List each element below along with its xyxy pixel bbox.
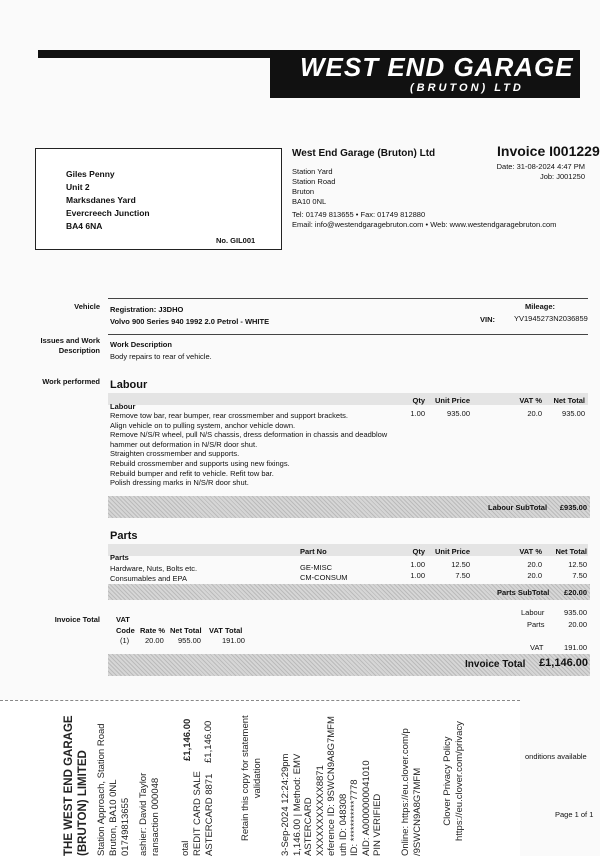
- receipt-online-line: /9SWCN9A8G7MFM: [412, 767, 423, 856]
- parts-row-net: 12.50: [568, 560, 587, 569]
- receipt-transaction-line: eference ID: 9SWCN9A8G7MFM: [326, 716, 337, 856]
- customer-address-line: Evercreech Junction: [66, 208, 150, 218]
- customer-address-line: Marksdanes Yard: [66, 195, 136, 205]
- receipt-transaction-line: ASTERCARD: [303, 797, 314, 856]
- vehicle-registration: Registration: J3DHO: [110, 305, 184, 314]
- labour-line: Remove N/S/R wheel, pull N/S chassis, dress deformation in chassis and deadblow: [110, 430, 388, 440]
- parts-col-unit: Unit Price: [434, 547, 470, 556]
- receipt-retain-line: Retain this copy for statement: [240, 715, 251, 841]
- receipt-transaction-line: uth ID: 048308: [337, 793, 349, 856]
- company-phone: Tel: 01749 813655 • Fax: 01749 812880: [292, 210, 426, 219]
- receipt-transaction-line: 1,146.00 | Method: EMV: [291, 753, 303, 856]
- issues-label: Issues and Work Description: [40, 336, 100, 355]
- parts-row-item: Consumables and EPA: [110, 574, 187, 583]
- labour-vat: 20.0: [527, 409, 542, 418]
- vat-row-vat: 191.00: [222, 636, 245, 645]
- vehicle-label: Vehicle: [74, 302, 100, 311]
- labour-col-vat: VAT %: [519, 396, 542, 405]
- receipt-transaction-line: ID: ***********7778: [349, 779, 360, 856]
- receipt-address-line: Bruton, BA10 0NL: [108, 779, 119, 856]
- vat-heading: VAT: [116, 615, 130, 624]
- labour-col-qty: Qty: [412, 396, 425, 405]
- card-receipt: [0, 700, 520, 856]
- parts-row-vat: 20.0: [527, 560, 542, 569]
- receipt-merchant: [62, 715, 90, 856]
- vat-row-code: (1): [120, 636, 130, 645]
- parts-col-net: Net Total: [555, 547, 587, 556]
- receipt-online-line: Online: https://eu.clover.com/p: [400, 728, 411, 856]
- parts-row-unit: 7.50: [455, 571, 470, 580]
- labour-col-item: Labour: [110, 402, 136, 411]
- receipt-merchant-line: (BRUTON) LIMITED: [77, 750, 89, 856]
- summary-vat-value: 191.00: [564, 643, 587, 652]
- logo-title: WEST END GARAGE: [300, 52, 574, 82]
- vat-row-rate: 20.00: [145, 636, 164, 645]
- receipt-merchant-line: THE WEST END GARAGE: [63, 715, 75, 856]
- conditions-text: onditions available: [525, 752, 587, 761]
- labour-lines: [110, 411, 387, 488]
- labour-subtotal-label: Labour SubTotal: [488, 503, 548, 512]
- divider: [108, 334, 588, 335]
- receipt-retain-line: validation: [252, 758, 263, 799]
- receipt-address-line: Station Approach, Station Road: [96, 723, 107, 856]
- company-address-line: Station Road: [292, 177, 336, 186]
- mileage-label: Mileage:: [525, 302, 556, 311]
- receipt-payment-line: REDIT CARD SALE: [192, 771, 203, 856]
- labour-line: hammer out deformation in N/S/R door shut.: [110, 439, 258, 449]
- vin-value: YV1945273N2036859: [514, 314, 588, 323]
- receipt-transaction-line: PIN VERIFIED: [372, 793, 383, 856]
- summary-vat-label: VAT: [530, 643, 544, 652]
- receipt-privacy-line: Clover Privacy Policy: [442, 736, 453, 826]
- vat-col-vat: VAT Total: [209, 626, 243, 635]
- parts-subtotal-value: £20.00: [564, 588, 587, 597]
- parts-row-vat: 20.0: [527, 571, 542, 580]
- parts-row-qty: 1.00: [410, 560, 425, 569]
- receipt-privacy-line: https://eu.clover.com/privacy: [454, 721, 465, 841]
- vat-col-code: Code: [116, 626, 135, 635]
- invoice-job: Job: J001250: [539, 172, 585, 181]
- labour-line: Remove tow bar, rear bumper, rear crossmember and support brackets.: [110, 411, 349, 420]
- summary-parts-label: Parts: [527, 620, 545, 629]
- vat-row-net: 955.00: [178, 636, 201, 645]
- receipt-retain-note: [240, 715, 264, 841]
- receipt-payment-line: otal: [180, 840, 191, 856]
- labour-net: 935.00: [562, 409, 585, 418]
- labour-line: Rebuild bumper and refit to vehicle. Refit tow bar.: [110, 468, 274, 478]
- receipt-privacy-link[interactable]: [442, 721, 466, 841]
- parts-row-qty: 1.00: [410, 571, 425, 580]
- customer-postcode: BA4 6NA: [66, 221, 103, 231]
- labour-unit-price: 935.00: [447, 409, 470, 418]
- receipt-transaction: [280, 716, 384, 856]
- parts-row-partno: CM-CONSUM: [300, 573, 348, 582]
- labour-section-title: Labour: [110, 379, 148, 391]
- work-description-text: Body repairs to rear of vehicle.: [110, 352, 212, 361]
- parts-row-item: Hardware, Nuts, Bolts etc.: [110, 564, 198, 573]
- parts-col-item: Parts: [110, 553, 129, 562]
- receipt-cashier: [138, 773, 162, 856]
- divider: [108, 298, 588, 299]
- vehicle-description: Volvo 900 Series 940 1992 2.0 Petrol - WHITE: [110, 317, 270, 326]
- parts-section-title: Parts: [110, 530, 138, 542]
- receipt-address: [96, 723, 132, 856]
- invoice-total-value: £1,146.00: [539, 657, 588, 669]
- labour-subtotal-value: £935.00: [559, 503, 587, 512]
- parts-col-qty: Qty: [412, 547, 425, 556]
- parts-row-partno: GE-MISC: [300, 563, 333, 572]
- parts-subtotal-label: Parts SubTotal: [497, 588, 550, 597]
- receipt-transaction-line: 3-Sep-2024 12:24:29pm: [280, 753, 291, 856]
- labour-qty: 1.00: [410, 409, 425, 418]
- invoice-total-label: Invoice Total: [465, 659, 526, 670]
- labour-line: Rebuild crossmember and supports using new fixings.: [110, 458, 290, 468]
- receipt-payment: [180, 771, 216, 856]
- company-address-line: BA10 0NL: [292, 197, 327, 206]
- parts-col-partno: Part No: [300, 547, 327, 556]
- labour-line: Straighten crossmember and supports.: [110, 449, 240, 459]
- invoice-title: Invoice I001229: [497, 143, 600, 159]
- receipt-card-amount: £1,146.00: [203, 720, 214, 763]
- receipt-online-link[interactable]: [400, 728, 424, 856]
- page-number: Page 1 of 1: [555, 810, 594, 819]
- company-address-line: Bruton: [292, 187, 315, 196]
- summary-labour-label: Labour: [521, 608, 545, 617]
- receipt-transaction-line: XXXXXXXXXXX8871: [314, 765, 326, 856]
- receipt-address-line: 01749813655: [120, 797, 131, 856]
- customer-number: No. GIL001: [216, 236, 256, 245]
- company-name: West End Garage (Bruton) Ltd: [292, 148, 436, 159]
- receipt-payment-line: ASTERCARD 8871: [204, 773, 215, 856]
- labour-col-net: Net Total: [553, 396, 585, 405]
- parts-col-vat: VAT %: [519, 547, 542, 556]
- work-performed-label: Work performed: [42, 377, 100, 386]
- company-contact: Email: info@westendgaragebruton.com • Web: www.westendgaragebruton.com: [292, 220, 557, 229]
- receipt-cashier-line: ashier: David Taylor: [138, 772, 149, 856]
- customer-address-box: [35, 148, 282, 250]
- labour-line: Align vehicle on to pulling system, anchor vehicle down.: [110, 420, 296, 430]
- invoice-date: Date: 31-08-2024 4:47 PM: [496, 162, 585, 171]
- receipt-total: £1,146.00: [182, 718, 193, 761]
- invoice-total-section-label: Invoice Total: [54, 615, 100, 624]
- labour-line: Polish dressing marks in N/S/R door shut.: [110, 478, 249, 488]
- vat-col-rate: Rate %: [140, 626, 166, 635]
- vin-label: VIN:: [480, 315, 495, 324]
- customer-name: Giles Penny: [66, 169, 115, 179]
- logo-subtitle: (BRUTON) LTD: [410, 82, 524, 94]
- company-address-line: Station Yard: [292, 167, 333, 176]
- parts-row-net: 7.50: [572, 571, 587, 580]
- receipt-cashier-line: ransaction 000048: [150, 777, 161, 856]
- work-description-heading: Work Description: [110, 340, 172, 349]
- customer-address-line: Unit 2: [66, 182, 90, 192]
- parts-row-unit: 12.50: [451, 560, 470, 569]
- receipt-transaction-line: AID: A0000000041010: [360, 760, 372, 856]
- summary-parts-value: 20.00: [568, 620, 587, 629]
- vat-col-net: Net Total: [170, 626, 202, 635]
- summary-labour-value: 935.00: [564, 608, 587, 617]
- labour-col-unit: Unit Price: [434, 396, 470, 405]
